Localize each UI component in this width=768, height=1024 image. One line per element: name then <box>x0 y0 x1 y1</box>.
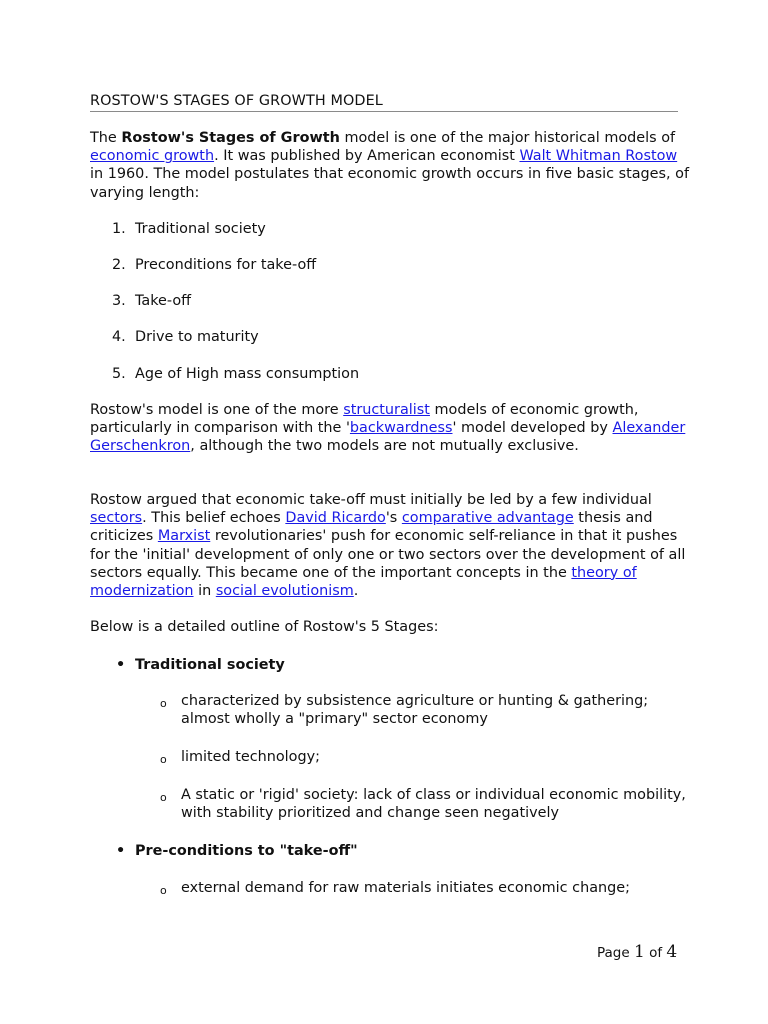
stage-label: Preconditions for take-off <box>135 257 317 273</box>
paragraph-text: Rostow argued that economic take-off must initially be led by a few individual <box>90 492 652 508</box>
link-alexander-gerschenkron[interactable]: Alexander Gerschenkron <box>90 420 686 455</box>
sub-list-item <box>160 748 690 766</box>
stage-label: Drive to maturity <box>135 329 259 345</box>
sub-item-text: limited technology; <box>181 749 320 765</box>
stage-list-item <box>112 365 359 383</box>
link-walt-whitman-rostow[interactable]: Walt Whitman Rostow <box>519 148 678 165</box>
intro-bold-term: Rostow's Stages of Growth <box>121 130 340 146</box>
list-number: 1. <box>112 221 126 237</box>
takeoff-paragraph <box>90 491 690 600</box>
intro-paragraph <box>90 129 690 202</box>
section-heading-label: Traditional society <box>135 657 285 673</box>
link-economic-growth[interactable]: economic growth <box>90 148 215 165</box>
paragraph-text: , although the two models are not mutually exclusive. <box>190 438 579 455</box>
page-word: Page <box>597 945 630 961</box>
link-david-ricardo[interactable]: David Ricardo <box>285 510 386 527</box>
link-theory-of-modernization[interactable]: theory of modernization <box>90 564 637 600</box>
stage-list-item <box>112 256 316 274</box>
outline-intro: Below is a detailed outline of Rostow's 5 Stages: <box>90 619 439 635</box>
link-sectors[interactable]: sectors <box>90 510 143 527</box>
link-marxist[interactable]: Marxist <box>157 528 211 545</box>
total-page-count: 4 <box>666 942 678 962</box>
paragraph-text: revolutionaries' push for economic self-reliance in that it pushes for the 'initial' development of only one or two sectors over the development of all sectors equally. This became one of the important concepts in the <box>90 528 686 581</box>
list-number: 4. <box>112 329 126 345</box>
of-word: of <box>649 945 663 961</box>
stage-list-item <box>112 220 266 238</box>
list-number: 3. <box>112 293 126 309</box>
section-heading-label: Pre-conditions to "take-off" <box>135 843 358 859</box>
paragraph-text: Rostow's model is one of the more <box>90 402 344 418</box>
sub-bullet-marker: o <box>160 884 167 897</box>
sub-list-item <box>160 879 690 897</box>
sub-item-text: characterized by subsistence agriculture or hunting & gathering; almost wholly a "primary" sector economy <box>181 693 649 728</box>
section-heading-preconditions <box>116 842 358 860</box>
document-title: ROSTOW'S STAGES OF GROWTH MODEL <box>90 92 678 112</box>
intro-text: The <box>90 130 122 146</box>
paragraph-text: . <box>353 583 359 600</box>
paragraph-text: thesis and criticizes <box>90 510 653 545</box>
page-number-footer <box>597 942 677 963</box>
stage-label: Age of High mass consumption <box>135 366 360 382</box>
sub-list-item <box>160 786 690 823</box>
paragraph-text: in <box>193 583 216 600</box>
sub-bullet-marker: o <box>160 697 167 710</box>
link-backwardness[interactable]: backwardness <box>349 420 453 437</box>
sub-item-text: A static or 'rigid' society: lack of class or individual economic mobility, with stability prioritized and change seen negatively <box>181 787 686 822</box>
stage-label: Traditional society <box>135 221 266 237</box>
paragraph-text: ' model developed by <box>452 420 613 437</box>
structuralist-paragraph <box>90 401 690 456</box>
section-heading-traditional-society <box>116 656 285 674</box>
intro-text: in 1960. The model postulates that economic growth occurs in five basic stages, of varying length: <box>90 166 690 201</box>
link-social-evolutionism[interactable]: social evolutionism <box>215 583 354 600</box>
intro-text: model is one of the major historical models of <box>339 130 676 146</box>
bullet-marker: • <box>116 657 126 673</box>
link-comparative-advantage[interactable]: comparative advantage <box>401 510 574 527</box>
sub-item-text: external demand for raw materials initiates economic change; <box>181 880 630 896</box>
paragraph-text: . This belief echoes <box>142 510 286 527</box>
stage-label: Take-off <box>135 293 192 309</box>
list-number: 5. <box>112 366 126 382</box>
stage-list-item <box>112 328 259 346</box>
sub-list-item <box>160 692 690 729</box>
link-structuralist[interactable]: structuralist <box>343 402 430 418</box>
sub-bullet-marker: o <box>160 753 167 766</box>
sub-bullet-marker: o <box>160 791 167 804</box>
current-page-number: 1 <box>633 942 645 962</box>
bullet-marker: • <box>116 843 126 859</box>
paragraph-text: 's <box>385 510 402 527</box>
stage-list-item <box>112 292 191 310</box>
intro-text: . It was published by American economist <box>214 148 520 165</box>
paragraph-text: models of economic growth, particularly in comparison with the ' <box>90 402 639 437</box>
list-number: 2. <box>112 257 126 273</box>
